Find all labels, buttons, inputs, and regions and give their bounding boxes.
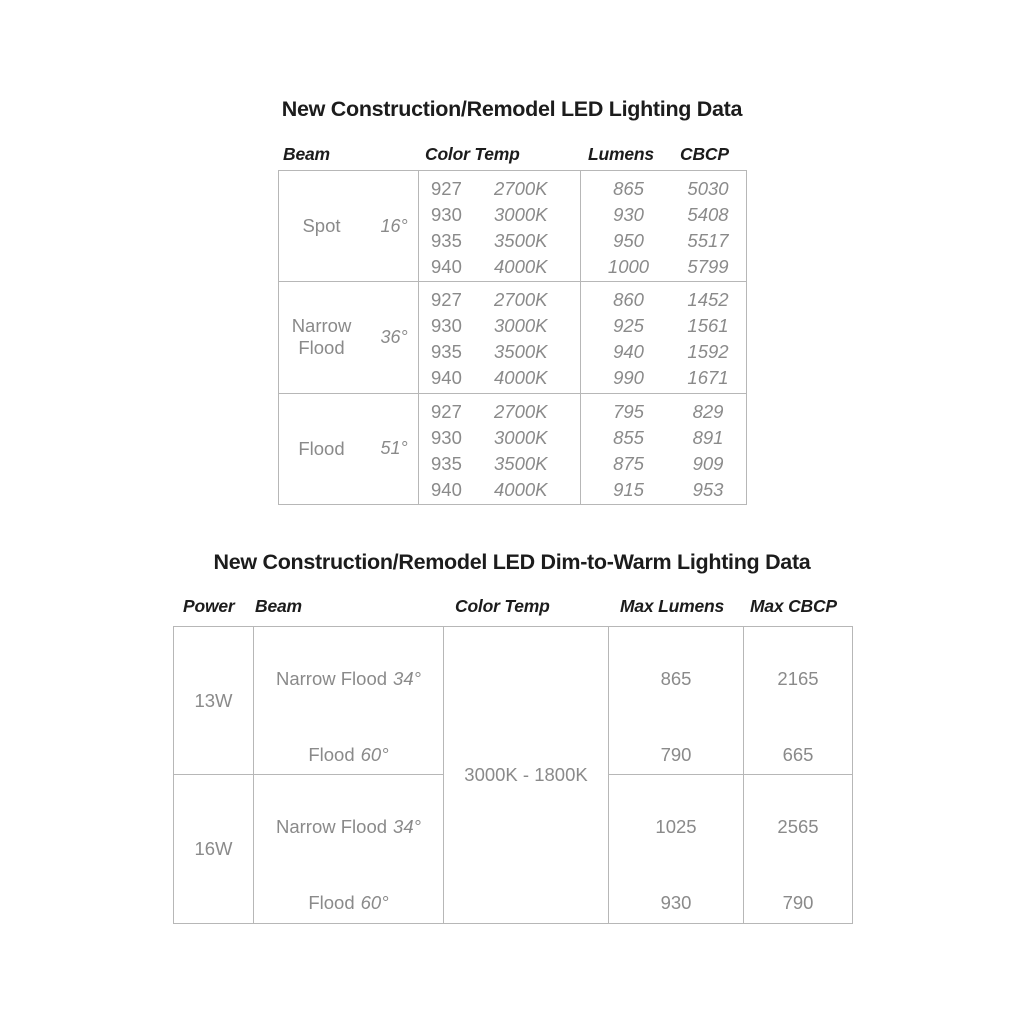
beam-name: Narrow Flood (275, 667, 388, 689)
max-lumens-cell (609, 627, 744, 775)
beam-angle: 34° (393, 667, 422, 689)
beam-name: Flood (298, 437, 345, 459)
beam-angle: 36° (380, 326, 408, 347)
max-cbcp-cell (744, 627, 853, 775)
kelvin-value: 4000K (494, 478, 548, 500)
kelvin-value: 3500K (494, 230, 548, 251)
cbcp-value: 1452 (687, 289, 729, 311)
max-cbcp-value: 2565 (777, 816, 819, 837)
table2-header-color-temp: Color Temp (455, 596, 550, 616)
table2-group-13w (174, 627, 853, 775)
cbcp-value: 953 (692, 478, 724, 500)
lumens-value: 860 (613, 289, 644, 311)
table-row (581, 451, 746, 477)
kelvin-value: 4000K (494, 367, 548, 389)
cri-code: 927 (431, 289, 462, 311)
table-row (581, 202, 746, 228)
table2 (173, 626, 853, 924)
table2-title: New Construction/Remodel LED Dim-to-Warm Lighting Data (213, 550, 811, 574)
table-row (419, 425, 580, 451)
beam-name: Spot (302, 215, 341, 237)
lumens-value: 915 (613, 478, 644, 500)
table1-header-beam: Beam (283, 144, 330, 164)
table-row (581, 339, 746, 365)
beam-entry (308, 890, 388, 916)
table-row (581, 287, 746, 313)
color-temp-range-cell: 3000K - 1800K (444, 627, 609, 924)
table-row (419, 399, 580, 425)
power-cell: 13W (174, 627, 254, 775)
table1-group-spot (279, 171, 746, 281)
table1-title: New Construction/Remodel LED Lighting Data (281, 97, 743, 121)
beam-name: Flood (308, 743, 355, 765)
table-row (419, 176, 580, 202)
cri-code: 927 (431, 178, 462, 199)
lumens-value: 875 (613, 452, 644, 474)
max-lumens-value: 1025 (655, 816, 697, 837)
lumens-value: 925 (613, 315, 644, 337)
kelvin-value: 3000K (494, 204, 548, 225)
beam-name: Flood (308, 892, 355, 913)
cbcp-value: 5517 (687, 230, 729, 251)
beam-entry (276, 666, 421, 692)
table-row (581, 176, 746, 202)
cbcp-value: 829 (692, 400, 724, 422)
cbcp-value: 909 (692, 452, 724, 474)
max-lumens-cell (609, 775, 744, 924)
kelvin-value: 3000K (494, 426, 548, 448)
color-temp-cell (419, 171, 581, 281)
cri-code: 930 (431, 426, 462, 448)
table1-group-narrow-flood (279, 281, 746, 392)
color-temp-cell (419, 394, 581, 504)
table1-header-color-temp: Color Temp (425, 144, 520, 164)
table-row (581, 313, 746, 339)
max-cbcp-value: 2165 (777, 667, 819, 689)
table1 (278, 170, 747, 505)
table-row (581, 365, 746, 391)
kelvin-value: 3000K (494, 315, 548, 337)
table2-header-beam: Beam (255, 596, 302, 616)
table1-group-flood (279, 393, 746, 504)
table1-header-row (278, 144, 747, 166)
lumens-value: 855 (613, 426, 644, 448)
beam-cell (254, 775, 444, 924)
cri-code: 927 (431, 400, 462, 422)
kelvin-value: 4000K (494, 256, 548, 277)
table2-header-max-lumens: Max Lumens (620, 596, 724, 616)
beam-name: Narrow Flood (275, 816, 388, 837)
cbcp-value: 891 (692, 426, 724, 448)
max-lumens-value: 790 (660, 743, 692, 765)
cbcp-value: 5030 (687, 178, 729, 199)
beam-cell-spot (279, 171, 419, 281)
table-row (419, 254, 580, 280)
beam-angle: 51° (380, 438, 408, 459)
max-cbcp-value: 665 (782, 743, 814, 765)
lumens-cbcp-cell (581, 394, 746, 504)
table-row (419, 365, 580, 391)
lumens-value: 950 (613, 230, 644, 251)
beam-cell (254, 627, 444, 775)
lumens-value: 930 (613, 204, 644, 225)
cri-code: 940 (431, 367, 462, 389)
table-row (581, 254, 746, 280)
beam-cell-flood (279, 394, 419, 504)
lumens-cbcp-cell (581, 171, 746, 281)
cbcp-value: 1592 (687, 341, 729, 363)
beam-angle: 16° (380, 215, 408, 236)
table-row (419, 228, 580, 254)
color-temp-cell (419, 282, 581, 392)
cbcp-value: 5799 (687, 256, 729, 277)
kelvin-value: 2700K (494, 178, 548, 199)
table-row (419, 477, 580, 503)
beam-entry (308, 742, 388, 768)
table-row (581, 477, 746, 503)
cbcp-value: 1561 (687, 315, 729, 337)
max-lumens-value: 865 (660, 667, 692, 689)
kelvin-value: 2700K (494, 289, 548, 311)
beam-angle: 60° (360, 743, 389, 765)
lumens-value: 795 (613, 400, 644, 422)
table1-header-cbcp: CBCP (680, 144, 729, 164)
table-row (419, 451, 580, 477)
cri-code: 930 (431, 315, 462, 337)
table-row (581, 425, 746, 451)
beam-name: Narrow Flood (291, 315, 352, 359)
table2-header-power: Power (183, 596, 235, 616)
beam-cell-narrow-flood (279, 282, 419, 392)
kelvin-value: 3500K (494, 452, 548, 474)
cbcp-value: 1671 (687, 367, 729, 389)
cri-code: 940 (431, 478, 462, 500)
table2-header-row (173, 596, 852, 618)
lumens-value: 865 (613, 178, 644, 199)
table-row (419, 202, 580, 228)
lumens-cbcp-cell (581, 282, 746, 392)
max-lumens-value: 930 (660, 892, 692, 913)
cri-code: 935 (431, 230, 462, 251)
max-cbcp-cell (744, 775, 853, 924)
cri-code: 940 (431, 256, 462, 277)
beam-entry (276, 814, 421, 840)
table-row (581, 228, 746, 254)
cri-code: 930 (431, 204, 462, 225)
cri-code: 935 (431, 341, 462, 363)
lumens-value: 990 (613, 367, 644, 389)
lumens-value: 1000 (607, 256, 650, 277)
cbcp-value: 5408 (687, 204, 729, 225)
table2-header-max-cbcp: Max CBCP (750, 596, 837, 616)
table-row (581, 399, 746, 425)
table-row (419, 313, 580, 339)
table-row (419, 339, 580, 365)
kelvin-value: 3500K (494, 341, 548, 363)
beam-angle: 60° (360, 892, 389, 913)
beam-angle: 34° (393, 816, 422, 837)
lumens-value: 940 (613, 341, 644, 363)
max-cbcp-value: 790 (782, 892, 814, 913)
kelvin-value: 2700K (494, 400, 548, 422)
table-row (419, 287, 580, 313)
power-cell: 16W (174, 775, 254, 924)
cri-code: 935 (431, 452, 462, 474)
table1-header-lumens: Lumens (588, 144, 654, 164)
